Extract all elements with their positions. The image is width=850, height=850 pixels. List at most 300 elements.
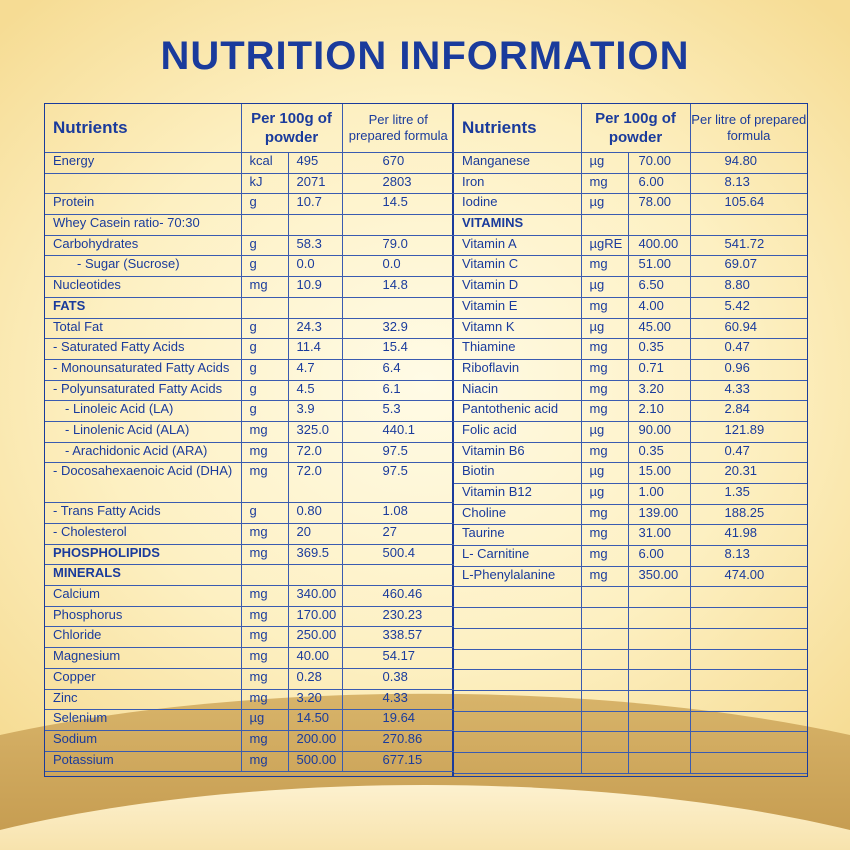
nutrient-name-cell: Whey Casein ratio- 70:30 [45, 215, 241, 236]
table-row [45, 710, 454, 731]
unit-cell: g [241, 359, 288, 380]
table-row [45, 153, 454, 174]
per-100g-cell: 200.00 [288, 730, 342, 751]
per-100g-cell: 45.00 [628, 318, 690, 339]
per-100g-cell: 6.00 [628, 173, 690, 194]
nutrient-name-cell: Folic acid [454, 421, 581, 442]
table-row [454, 525, 807, 546]
per-litre-cell: 1.08 [342, 503, 454, 524]
nutrient-name-cell: - Cholesterol [45, 524, 241, 545]
table-row [45, 256, 454, 277]
table-row [45, 215, 454, 236]
header-per-100g: Per 100g of powder [241, 104, 342, 153]
table-row [454, 256, 807, 277]
per-100g-cell [628, 690, 690, 711]
per-litre-cell [690, 215, 807, 236]
per-litre-cell: 0.38 [342, 668, 454, 689]
nutrient-name-cell: - Saturated Fatty Acids [45, 339, 241, 360]
nutrient-name-cell [454, 711, 581, 732]
table-row [454, 215, 807, 236]
per-litre-cell: 460.46 [342, 586, 454, 607]
per-100g-cell: 500.00 [288, 751, 342, 772]
table-row [454, 608, 807, 629]
table-row [45, 689, 454, 710]
per-litre-cell: 20.31 [690, 463, 807, 484]
table-row [454, 421, 807, 442]
nutrient-name-cell: VITAMINS [454, 215, 581, 236]
per-100g-cell: 6.00 [628, 546, 690, 567]
per-100g-cell: 14.50 [288, 710, 342, 731]
table-row [45, 173, 454, 194]
table-row [45, 442, 454, 463]
unit-cell: µg [241, 710, 288, 731]
nutrient-name-cell [454, 670, 581, 691]
unit-cell: kJ [241, 173, 288, 194]
nutrient-name-cell: Pantothenic acid [454, 401, 581, 422]
unit-cell: g [241, 380, 288, 401]
table-row [45, 194, 454, 215]
per-100g-cell [628, 608, 690, 629]
nutrient-name-cell: Vitamin C [454, 256, 581, 277]
per-litre-cell: 2.84 [690, 401, 807, 422]
unit-cell: mg [241, 277, 288, 298]
per-litre-cell: 54.17 [342, 648, 454, 669]
per-100g-cell: 20 [288, 524, 342, 545]
nutrient-name-cell [454, 628, 581, 649]
table-row [454, 587, 807, 608]
unit-cell [581, 215, 628, 236]
right-table-body [454, 153, 807, 774]
unit-cell: kcal [241, 153, 288, 174]
nutrient-name-cell: Vitamin D [454, 277, 581, 298]
per-100g-cell [288, 565, 342, 586]
header-per-100g: Per 100g of powder [581, 104, 690, 153]
table-row [45, 359, 454, 380]
per-100g-cell: 170.00 [288, 606, 342, 627]
table-row [454, 690, 807, 711]
table-row [454, 235, 807, 256]
per-litre-cell: 121.89 [690, 421, 807, 442]
nutrient-name-cell: Copper [45, 668, 241, 689]
per-litre-cell: 14.5 [342, 194, 454, 215]
table-row [454, 649, 807, 670]
per-100g-cell: 72.0 [288, 442, 342, 463]
per-100g-cell: 10.7 [288, 194, 342, 215]
unit-cell: g [241, 194, 288, 215]
unit-cell: mg [241, 730, 288, 751]
per-100g-cell: 325.0 [288, 421, 342, 442]
table-row [454, 318, 807, 339]
nutrition-table [44, 103, 808, 777]
per-100g-cell: 72.0 [288, 463, 342, 503]
unit-cell: g [241, 235, 288, 256]
per-litre-cell: 14.8 [342, 277, 454, 298]
per-100g-cell [628, 711, 690, 732]
unit-cell [581, 670, 628, 691]
table-row [454, 670, 807, 691]
nutrient-name-cell: - Linolenic Acid (ALA) [45, 421, 241, 442]
nutrient-name-cell [454, 608, 581, 629]
unit-cell: mg [581, 256, 628, 277]
per-100g-cell: 0.28 [288, 668, 342, 689]
nutrient-name-cell: L-Phenylalanine [454, 566, 581, 587]
per-litre-cell: 270.86 [342, 730, 454, 751]
table-row [454, 504, 807, 525]
per-litre-cell: 4.33 [690, 380, 807, 401]
nutrient-name-cell: Vitamin B6 [454, 442, 581, 463]
table-row [45, 380, 454, 401]
unit-cell: g [241, 318, 288, 339]
per-litre-cell [690, 608, 807, 629]
unit-cell [581, 752, 628, 773]
per-litre-cell [690, 732, 807, 753]
table-row [454, 711, 807, 732]
table-row [45, 277, 454, 298]
table-row [454, 752, 807, 773]
per-litre-cell: 27 [342, 524, 454, 545]
per-litre-cell: 1.35 [690, 484, 807, 505]
per-100g-cell: 58.3 [288, 235, 342, 256]
nutrition-table-right [454, 104, 807, 776]
unit-cell [581, 608, 628, 629]
per-litre-cell: 188.25 [690, 504, 807, 525]
per-100g-cell: 340.00 [288, 586, 342, 607]
per-100g-cell: 369.5 [288, 544, 342, 565]
nutrient-name-cell: Vitamn K [454, 318, 581, 339]
unit-cell: mg [241, 586, 288, 607]
unit-cell: µg [581, 463, 628, 484]
per-100g-cell [628, 649, 690, 670]
unit-cell: mg [581, 566, 628, 587]
unit-cell: mg [241, 627, 288, 648]
table-row [45, 648, 454, 669]
nutrient-name-cell: Vitamin A [454, 235, 581, 256]
table-row [45, 544, 454, 565]
table-row [454, 484, 807, 505]
unit-cell [241, 297, 288, 318]
per-100g-cell: 3.20 [288, 689, 342, 710]
unit-cell: mg [581, 401, 628, 422]
nutrient-name-cell: - Monounsaturated Fatty Acids [45, 359, 241, 380]
per-litre-cell: 670 [342, 153, 454, 174]
per-100g-cell: 31.00 [628, 525, 690, 546]
nutrient-name-cell: - Linoleic Acid (LA) [45, 401, 241, 422]
per-litre-cell: 41.98 [690, 525, 807, 546]
per-100g-cell: 78.00 [628, 194, 690, 215]
per-100g-cell: 2071 [288, 173, 342, 194]
per-100g-cell: 0.80 [288, 503, 342, 524]
unit-cell: µg [581, 153, 628, 174]
unit-cell: mg [581, 339, 628, 360]
per-litre-cell: 79.0 [342, 235, 454, 256]
per-litre-cell [690, 690, 807, 711]
per-100g-cell [628, 628, 690, 649]
unit-cell [581, 628, 628, 649]
table-row [454, 566, 807, 587]
table-row [454, 277, 807, 298]
per-litre-cell: 97.5 [342, 442, 454, 463]
per-litre-cell: 5.42 [690, 297, 807, 318]
nutrient-name-cell [45, 173, 241, 194]
per-litre-cell: 541.72 [690, 235, 807, 256]
per-litre-cell: 60.94 [690, 318, 807, 339]
header-per-litre: Per litre of prepared formula [342, 104, 454, 153]
per-litre-cell: 97.5 [342, 463, 454, 503]
per-100g-cell: 10.9 [288, 277, 342, 298]
per-litre-cell: 677.15 [342, 751, 454, 772]
per-litre-cell: 474.00 [690, 566, 807, 587]
unit-cell: g [241, 339, 288, 360]
per-litre-cell [690, 752, 807, 773]
unit-cell [241, 215, 288, 236]
table-row [454, 380, 807, 401]
unit-cell [581, 711, 628, 732]
per-100g-cell: 250.00 [288, 627, 342, 648]
nutrient-name-cell: - Sugar (Sucrose) [45, 256, 241, 277]
per-100g-cell: 4.5 [288, 380, 342, 401]
table-row [45, 339, 454, 360]
per-100g-cell: 51.00 [628, 256, 690, 277]
nutrient-name-cell: Riboflavin [454, 359, 581, 380]
unit-cell: µgRE [581, 235, 628, 256]
per-100g-cell: 139.00 [628, 504, 690, 525]
per-100g-cell [628, 587, 690, 608]
per-litre-cell: 94.80 [690, 153, 807, 174]
nutrient-name-cell: Nucleotides [45, 277, 241, 298]
table-row [45, 463, 454, 503]
unit-cell: mg [581, 380, 628, 401]
per-100g-cell: 40.00 [288, 648, 342, 669]
unit-cell: mg [581, 504, 628, 525]
per-litre-cell: 15.4 [342, 339, 454, 360]
nutrient-name-cell: MINERALS [45, 565, 241, 586]
nutrient-name-cell [454, 752, 581, 773]
header-per-litre: Per litre of prepared formula [690, 104, 807, 153]
table-row [454, 339, 807, 360]
per-litre-cell [690, 628, 807, 649]
unit-cell [581, 690, 628, 711]
table-row [45, 421, 454, 442]
header-nutrients: Nutrients [45, 104, 241, 153]
per-100g-cell [628, 732, 690, 753]
per-litre-cell: 6.1 [342, 380, 454, 401]
per-100g-cell: 4.00 [628, 297, 690, 318]
nutrient-name-cell: - Arachidonic Acid (ARA) [45, 442, 241, 463]
nutrient-name-cell: Sodium [45, 730, 241, 751]
per-100g-cell: 1.00 [628, 484, 690, 505]
table-row [454, 194, 807, 215]
nutrient-name-cell [454, 649, 581, 670]
nutrient-name-cell: Thiamine [454, 339, 581, 360]
per-litre-cell: 0.96 [690, 359, 807, 380]
unit-cell: µg [581, 194, 628, 215]
per-litre-cell [690, 649, 807, 670]
nutrient-name-cell: Zinc [45, 689, 241, 710]
per-litre-cell: 5.3 [342, 401, 454, 422]
table-row [454, 297, 807, 318]
left-table-body [45, 153, 454, 772]
per-litre-cell: 32.9 [342, 318, 454, 339]
per-litre-cell [342, 215, 454, 236]
unit-cell: mg [241, 463, 288, 503]
unit-cell: mg [581, 173, 628, 194]
nutrient-name-cell: - Trans Fatty Acids [45, 503, 241, 524]
page-title: NUTRITION INFORMATION [160, 34, 690, 78]
per-litre-cell: 105.64 [690, 194, 807, 215]
per-100g-cell: 2.10 [628, 401, 690, 422]
nutrient-name-cell [454, 732, 581, 753]
unit-cell: mg [241, 648, 288, 669]
nutrient-name-cell: Protein [45, 194, 241, 215]
per-100g-cell: 70.00 [628, 153, 690, 174]
nutrient-name-cell: - Polyunsaturated Fatty Acids [45, 380, 241, 401]
per-100g-cell: 15.00 [628, 463, 690, 484]
per-litre-cell: 8.13 [690, 173, 807, 194]
table-row [45, 503, 454, 524]
per-100g-cell [628, 215, 690, 236]
nutrient-name-cell: Iodine [454, 194, 581, 215]
unit-cell: mg [581, 297, 628, 318]
unit-cell: µg [581, 421, 628, 442]
table-row [454, 153, 807, 174]
table-row [45, 297, 454, 318]
per-litre-cell: 230.23 [342, 606, 454, 627]
per-litre-cell [342, 297, 454, 318]
unit-cell: mg [241, 544, 288, 565]
nutrient-name-cell: Energy [45, 153, 241, 174]
table-row [454, 442, 807, 463]
per-100g-cell: 90.00 [628, 421, 690, 442]
per-litre-cell: 8.13 [690, 546, 807, 567]
nutrient-name-cell: Carbohydrates [45, 235, 241, 256]
per-100g-cell [628, 670, 690, 691]
per-100g-cell: 400.00 [628, 235, 690, 256]
per-litre-cell: 0.47 [690, 339, 807, 360]
nutrient-name-cell: Potassium [45, 751, 241, 772]
table-row [45, 627, 454, 648]
nutrient-name-cell: - Docosahexaenoic Acid (DHA) [45, 463, 241, 503]
nutrient-name-cell: Selenium [45, 710, 241, 731]
nutrient-name-cell: Choline [454, 504, 581, 525]
unit-cell [581, 649, 628, 670]
nutrient-name-cell: Chloride [45, 627, 241, 648]
per-litre-cell: 69.07 [690, 256, 807, 277]
table-row [454, 173, 807, 194]
nutrient-name-cell: Phosphorus [45, 606, 241, 627]
table-row [454, 463, 807, 484]
nutrient-name-cell: Manganese [454, 153, 581, 174]
table-row [45, 318, 454, 339]
per-litre-cell: 6.4 [342, 359, 454, 380]
nutrient-name-cell: Iron [454, 173, 581, 194]
per-100g-cell: 3.20 [628, 380, 690, 401]
table-row [454, 546, 807, 567]
header-nutrients: Nutrients [454, 104, 581, 153]
unit-cell [241, 565, 288, 586]
per-100g-cell [628, 752, 690, 773]
unit-cell: µg [581, 277, 628, 298]
nutrient-name-cell: Magnesium [45, 648, 241, 669]
unit-cell: mg [581, 442, 628, 463]
unit-cell: g [241, 256, 288, 277]
nutrient-name-cell: Biotin [454, 463, 581, 484]
nutrition-table-left [45, 104, 454, 776]
table-row [454, 732, 807, 753]
nutrient-name-cell: L- Carnitine [454, 546, 581, 567]
per-litre-cell: 500.4 [342, 544, 454, 565]
unit-cell: mg [241, 421, 288, 442]
nutrient-name-cell: Total Fat [45, 318, 241, 339]
per-100g-cell: 6.50 [628, 277, 690, 298]
per-litre-cell [690, 587, 807, 608]
per-100g-cell: 350.00 [628, 566, 690, 587]
per-100g-cell: 0.35 [628, 339, 690, 360]
nutrient-name-cell: Vitamin B12 [454, 484, 581, 505]
table-row [45, 606, 454, 627]
nutrient-name-cell: FATS [45, 297, 241, 318]
table-row [45, 565, 454, 586]
per-litre-cell: 440.1 [342, 421, 454, 442]
per-litre-cell: 8.80 [690, 277, 807, 298]
table-row [45, 751, 454, 772]
per-litre-cell: 2803 [342, 173, 454, 194]
unit-cell: µg [581, 484, 628, 505]
per-litre-cell [690, 670, 807, 691]
unit-cell: mg [241, 442, 288, 463]
unit-cell: g [241, 503, 288, 524]
unit-cell: mg [241, 668, 288, 689]
per-litre-cell: 338.57 [342, 627, 454, 648]
nutrient-name-cell: PHOSPHOLIPIDS [45, 544, 241, 565]
table-row [45, 586, 454, 607]
unit-cell: mg [241, 689, 288, 710]
unit-cell: mg [581, 525, 628, 546]
nutrient-name-cell: Calcium [45, 586, 241, 607]
table-row [45, 401, 454, 422]
table-row [45, 235, 454, 256]
per-100g-cell [288, 297, 342, 318]
unit-cell: g [241, 401, 288, 422]
per-100g-cell: 24.3 [288, 318, 342, 339]
table-row [454, 401, 807, 422]
table-row [45, 730, 454, 751]
per-100g-cell: 0.71 [628, 359, 690, 380]
nutrient-name-cell [454, 690, 581, 711]
table-row [454, 359, 807, 380]
unit-cell [581, 732, 628, 753]
per-litre-cell: 0.0 [342, 256, 454, 277]
per-litre-cell: 4.33 [342, 689, 454, 710]
unit-cell: µg [581, 318, 628, 339]
unit-cell: mg [241, 606, 288, 627]
table-row [45, 668, 454, 689]
unit-cell: mg [241, 751, 288, 772]
nutrient-name-cell: Taurine [454, 525, 581, 546]
unit-cell: mg [581, 359, 628, 380]
per-100g-cell: 495 [288, 153, 342, 174]
per-100g-cell: 4.7 [288, 359, 342, 380]
nutrient-name-cell: Vitamin E [454, 297, 581, 318]
table-row [45, 524, 454, 545]
per-100g-cell: 0.35 [628, 442, 690, 463]
per-litre-cell [342, 565, 454, 586]
per-100g-cell: 11.4 [288, 339, 342, 360]
per-100g-cell: 0.0 [288, 256, 342, 277]
per-litre-cell: 19.64 [342, 710, 454, 731]
unit-cell [581, 587, 628, 608]
unit-cell: mg [241, 524, 288, 545]
per-100g-cell [288, 215, 342, 236]
